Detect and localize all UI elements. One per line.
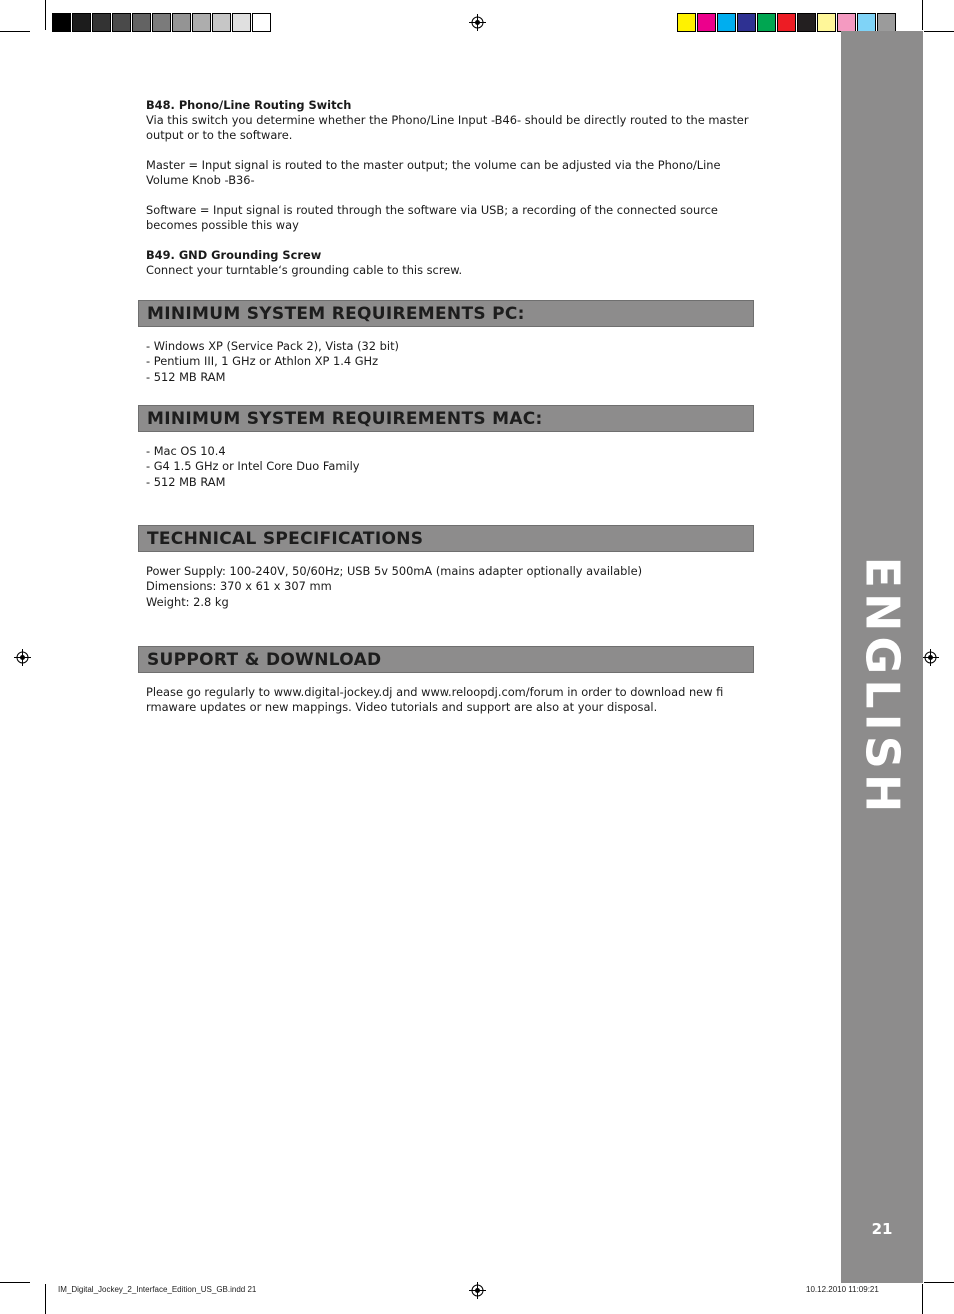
support-paragraph: Please go regularly to www.digital-jockey.dj and www.reloopdj.com/forum in order to download new fi rmaware updates or new mappings. Video tutorials and support are also at your disposal. bbox=[146, 685, 724, 715]
page-number: 21 bbox=[871, 1220, 893, 1238]
section-title: SUPPORT & DOWNLOAD bbox=[147, 650, 382, 670]
list-item: - 512 MB RAM bbox=[146, 474, 226, 489]
b48-software-text: Software = Input signal is routed through the software via USB; a recording of the connected source becomes possible this way bbox=[146, 203, 718, 232]
color-swatch bbox=[737, 13, 756, 32]
crop-mark bbox=[45, 1284, 46, 1314]
color-swatch bbox=[152, 13, 171, 32]
color-swatch bbox=[52, 13, 71, 32]
support-download-text bbox=[146, 685, 756, 716]
footer-filename: IM_Digital_Jockey_2_Interface_Edition_US_GB.indd 21 bbox=[58, 1285, 257, 1294]
language-label bbox=[841, 556, 923, 818]
process-color-bar bbox=[677, 13, 897, 32]
color-swatch bbox=[72, 13, 91, 32]
grayscale-color-bar bbox=[52, 13, 272, 32]
footer-timestamp: 10.12.2010 11:09:21 bbox=[806, 1285, 879, 1294]
color-swatch bbox=[92, 13, 111, 32]
crop-mark bbox=[922, 0, 923, 30]
list-item: - Windows XP (Service Pack 2), Vista (32 bit) bbox=[146, 339, 399, 353]
color-swatch bbox=[172, 13, 191, 32]
list-item: - Mac OS 10.4 bbox=[146, 444, 226, 458]
crop-mark bbox=[924, 1282, 954, 1283]
color-swatch bbox=[857, 13, 876, 32]
color-swatch bbox=[192, 13, 211, 32]
list-item: - 512 MB RAM bbox=[146, 369, 226, 384]
technical-specs-list bbox=[146, 564, 756, 610]
list-item: Dimensions: 370 x 61 x 307 mm bbox=[146, 579, 332, 594]
section-header-technical-specs bbox=[138, 525, 754, 552]
list-item: - Pentium III, 1 GHz or Athlon XP 1.4 GHz bbox=[146, 354, 379, 369]
crop-mark bbox=[924, 31, 954, 32]
section-header-mac-requirements bbox=[138, 405, 754, 432]
list-item: Weight: 2.8 kg bbox=[146, 594, 229, 609]
language-text: ENGLISH bbox=[855, 556, 910, 818]
mac-requirements-list bbox=[146, 444, 756, 490]
color-swatch bbox=[132, 13, 151, 32]
color-swatch bbox=[677, 13, 696, 32]
crop-mark bbox=[0, 31, 30, 32]
section-header-support-download bbox=[138, 646, 754, 673]
b48-master-text: Master = Input signal is routed to the master output; the volume can be adjusted via the Phono/Line Volume Knob -B36- bbox=[146, 158, 721, 187]
color-swatch bbox=[817, 13, 836, 32]
color-swatch bbox=[112, 13, 131, 32]
section-title: MINIMUM SYSTEM REQUIREMENTS MAC: bbox=[147, 409, 543, 429]
color-swatch bbox=[252, 13, 271, 32]
crop-mark bbox=[45, 0, 46, 30]
color-swatch bbox=[232, 13, 251, 32]
registration-mark-icon bbox=[469, 1282, 486, 1299]
crop-mark bbox=[0, 1282, 30, 1283]
color-swatch bbox=[777, 13, 796, 32]
color-swatch bbox=[717, 13, 736, 32]
color-swatch bbox=[797, 13, 816, 32]
registration-mark-icon bbox=[469, 14, 486, 31]
list-item: - G4 1.5 GHz or Intel Core Duo Family bbox=[146, 459, 360, 474]
section-title: TECHNICAL SPECIFICATIONS bbox=[147, 529, 424, 549]
crop-mark bbox=[922, 1284, 923, 1314]
list-item: Power Supply: 100-240V, 50/60Hz; USB 5v 500mA (mains adapter optionally available) bbox=[146, 564, 643, 578]
color-swatch bbox=[212, 13, 231, 32]
section-header-pc-requirements bbox=[138, 300, 754, 327]
b49-title: B49. GND Grounding Screw bbox=[146, 248, 322, 262]
color-swatch bbox=[877, 13, 896, 32]
color-swatch bbox=[757, 13, 776, 32]
color-swatch bbox=[697, 13, 716, 32]
b48-title: B48. Phono/Line Routing Switch bbox=[146, 98, 352, 112]
b49-description: Connect your turntable‘s grounding cable to this screw. bbox=[146, 263, 463, 277]
registration-mark-icon bbox=[922, 649, 939, 666]
pc-requirements-list bbox=[146, 339, 756, 385]
section-title: MINIMUM SYSTEM REQUIREMENTS PC: bbox=[147, 304, 525, 324]
color-swatch bbox=[837, 13, 856, 32]
registration-mark-icon bbox=[14, 649, 31, 666]
intro-block bbox=[146, 98, 756, 278]
b48-description: Via this switch you determine whether the Phono/Line Input -B46- should be directly routed to the master output or to the software. bbox=[146, 113, 749, 142]
